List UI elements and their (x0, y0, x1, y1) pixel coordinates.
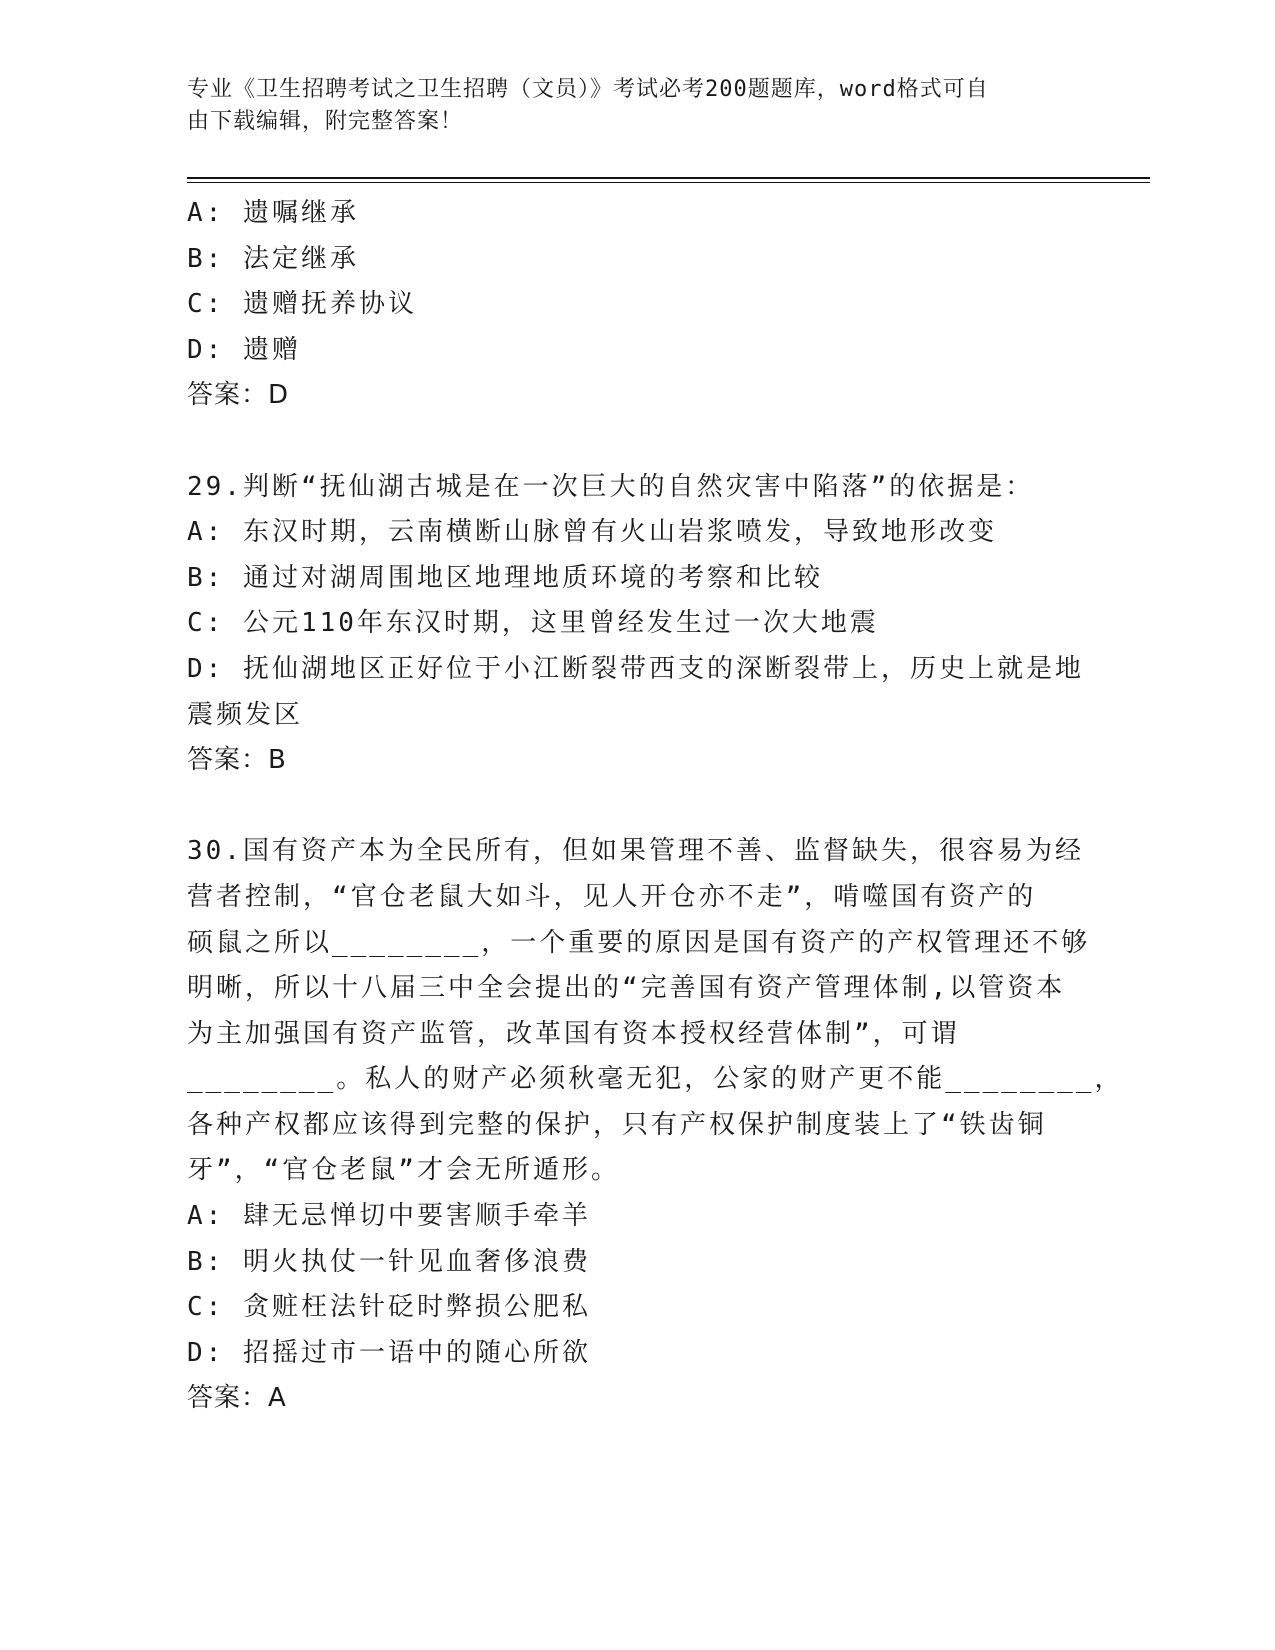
question-stem-line: 各种产权都应该得到完整的保护，只有产权保护制度装上了“铁齿铜 (187, 1109, 1047, 1140)
option-b: B: 明火执仗一针见血奢侈浪费 (187, 1246, 591, 1277)
question-29 (187, 465, 1084, 784)
question-stem-line: 营者控制，“官仓老鼠大如斗，见人开仓亦不走”，啃噬国有资产的 (187, 881, 1037, 912)
question-stem-line: 牙”，“官仓老鼠”才会无所遁形。 (187, 1155, 620, 1186)
question-stem-line: 明晰，所以十八届三中全会提出的“完善国有资产管理体制,以管资本 (187, 973, 1066, 1004)
option-c: C: 贪赃枉法针砭时弊损公肥私 (187, 1292, 591, 1323)
option-a: A: 肆无忌惮切中要害顺手牵羊 (187, 1201, 591, 1232)
option-b: B: 通过对湖周围地区地理地质环境的考察和比较 (187, 562, 823, 593)
option-a: A: 东汉时期，云南横断山脉曾有火山岩浆喷发，导致地形改变 (187, 517, 997, 548)
option-a: A: 遗嘱继承 (187, 198, 359, 228)
option-d: D: 抚仙湖地区正好位于小江断裂带西支的深断裂带上，历史上就是地 (187, 653, 1084, 684)
spacer (187, 784, 1067, 830)
question-stem-line: 为主加强国有资产监管，改革国有资本授权经营体制”，可谓 (187, 1018, 960, 1049)
question-stem-line: ________。私人的财产必须秋毫无犯，公家的财产更不能________， (187, 1064, 1124, 1095)
page-header (187, 74, 1067, 138)
header-line-2: 由下载编辑，附完整答案！ (187, 109, 464, 134)
answer-line: 答案：D (187, 380, 290, 411)
question-stem: 29.判断“抚仙湖古城是在一次巨大的自然灾害中陷落”的依据是： (187, 471, 1035, 502)
header-rule-thick (187, 177, 1150, 179)
option-c: C: 公元110年东汉时期，这里曾经发生过一次大地震 (187, 608, 879, 639)
question-30 (187, 829, 1124, 1422)
option-d-continued: 震频发区 (187, 699, 304, 730)
option-b: B: 法定继承 (187, 243, 359, 274)
question-stem-line: 硕鼠之所以________，一个重要的原因是国有资产的产权管理还不够 (187, 927, 1091, 958)
page-content (187, 191, 1124, 1422)
header-rule-thin (187, 182, 1150, 183)
answer-line: 答案：B (187, 745, 287, 776)
question-28 (187, 191, 1067, 419)
answer-line: 答案：A (187, 1383, 287, 1414)
header-line-1: 专业《卫生招聘考试之卫生招聘（文员）》考试必考200题题库，word格式可自 (187, 77, 989, 102)
spacer (187, 419, 1067, 465)
question-stem-line: 30.国有资产本为全民所有，但如果管理不善、监督缺失，很容易为经 (187, 836, 1084, 867)
option-c: C: 遗赠抚养协议 (187, 289, 417, 320)
option-d: D: 招摇过市一语中的随心所欲 (187, 1337, 591, 1368)
option-d: D: 遗赠 (187, 334, 301, 365)
